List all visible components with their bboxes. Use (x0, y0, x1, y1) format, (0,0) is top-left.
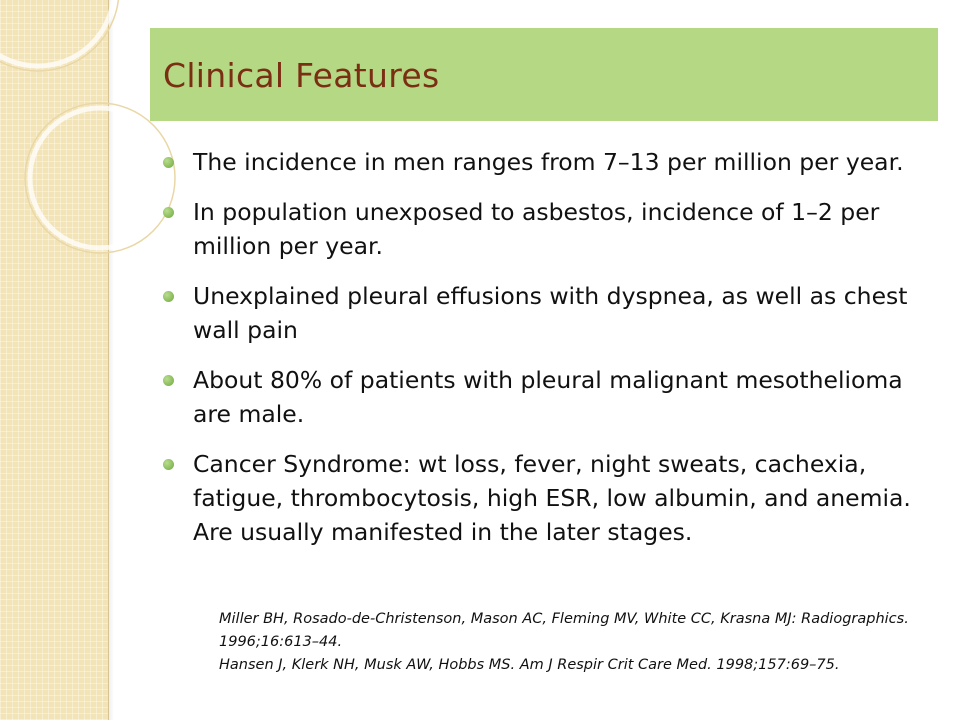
bullet-item (160, 195, 930, 263)
bullet-list (160, 145, 930, 565)
bullet-text: Cancer Syndrome: wt loss, fever, night sweats, cachexia, fatigue, thrombocytosis, high ESR, low albumin, and anemia. Are usually manifested in the later stages. (193, 450, 911, 546)
bullet-text: About 80% of patients with pleural malignant mesothelioma are male. (193, 366, 903, 428)
bullet-text: In population unexposed to asbestos, incidence of 1–2 per million per year. (193, 198, 880, 260)
bullet-text: The incidence in men ranges from 7–13 per million per year. (193, 148, 904, 176)
bullet-dot-icon (163, 207, 174, 218)
bullet-item (160, 279, 930, 347)
reference-1: Miller BH, Rosado-de-Christenson, Mason AC, Fleming MV, White CC, Krasna MJ: Radiographics. 1996;16:613–44. (219, 611, 909, 650)
bullet-text: Unexplained pleural effusions with dyspnea, as well as chest wall pain (193, 282, 908, 344)
bullet-dot-icon (163, 157, 174, 168)
bullet-dot-icon (163, 459, 174, 470)
references (219, 608, 929, 677)
title-bar (150, 28, 938, 121)
reference-2: Hansen J, Klerk NH, Musk AW, Hobbs MS. Am J Respir Crit Care Med. 1998;157:69–75. (219, 657, 840, 673)
bullet-item (160, 145, 930, 179)
bullet-item (160, 363, 930, 431)
slide-title: Clinical Features (163, 56, 440, 95)
bullet-dot-icon (163, 291, 174, 302)
bullet-item (160, 447, 930, 549)
bullet-dot-icon (163, 375, 174, 386)
